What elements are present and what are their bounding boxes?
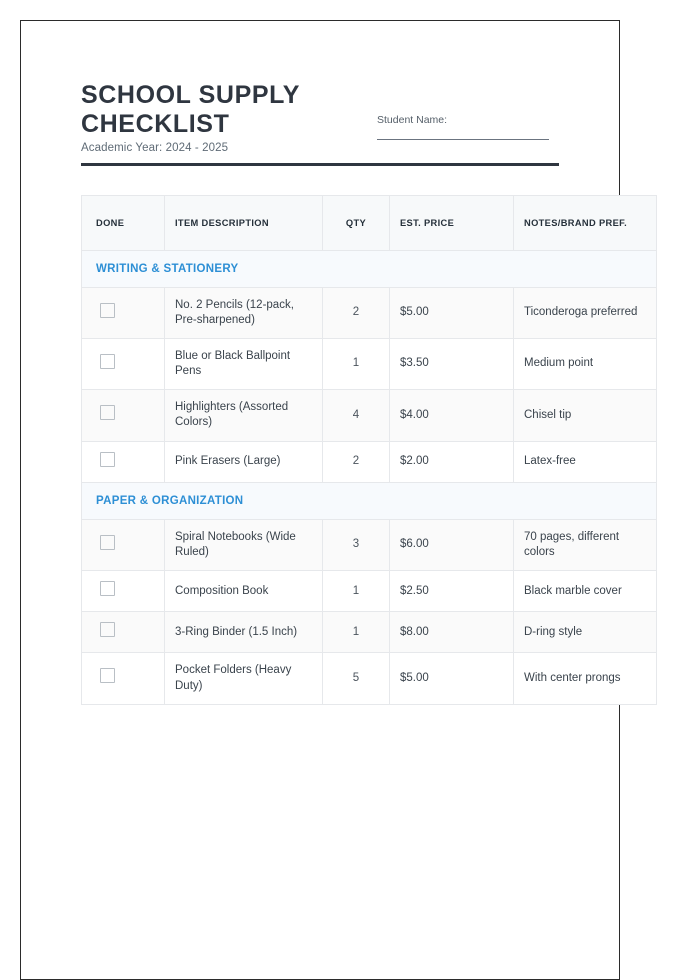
- table-row: [82, 338, 657, 389]
- estimated-price-cell: $2.00: [390, 441, 514, 482]
- column-header-item: ITEM DESCRIPTION: [165, 195, 323, 250]
- item-description-cell: Pocket Folders (Heavy Duty): [165, 653, 323, 704]
- quantity-cell: 4: [323, 390, 390, 441]
- notes-cell: Latex-free: [514, 441, 657, 482]
- quantity-cell: 3: [323, 519, 390, 570]
- item-description-cell: Spiral Notebooks (Wide Ruled): [165, 519, 323, 570]
- table-body: [82, 250, 657, 704]
- item-description-cell: Blue or Black Ballpoint Pens: [165, 338, 323, 389]
- done-cell: [82, 441, 165, 482]
- student-name-field-group: [377, 114, 549, 140]
- student-name-input[interactable]: [377, 138, 549, 140]
- column-header-price: EST. PRICE: [390, 195, 514, 250]
- table-row: [82, 519, 657, 570]
- checkbox-icon[interactable]: [100, 581, 115, 596]
- table-row: [82, 287, 657, 338]
- done-cell: [82, 287, 165, 338]
- notes-cell: Ticonderoga preferred: [514, 287, 657, 338]
- estimated-price-cell: $2.50: [390, 571, 514, 612]
- notes-cell: 70 pages, different colors: [514, 519, 657, 570]
- column-header-done: DONE: [82, 195, 165, 250]
- table-row: [82, 571, 657, 612]
- table-header: [82, 195, 657, 250]
- table-row: [82, 653, 657, 704]
- checkbox-icon[interactable]: [100, 405, 115, 420]
- done-cell: [82, 612, 165, 653]
- done-cell: [82, 390, 165, 441]
- quantity-cell: 1: [323, 612, 390, 653]
- checkbox-icon[interactable]: [100, 354, 115, 369]
- page-title: SCHOOL SUPPLY CHECKLIST: [81, 81, 300, 138]
- estimated-price-cell: $5.00: [390, 653, 514, 704]
- item-description-cell: Composition Book: [165, 571, 323, 612]
- student-name-label: Student Name:: [377, 113, 448, 126]
- done-cell: [82, 653, 165, 704]
- notes-cell: With center prongs: [514, 653, 657, 704]
- table-row: [82, 441, 657, 482]
- checkbox-icon[interactable]: [100, 622, 115, 637]
- notes-cell: Black marble cover: [514, 571, 657, 612]
- title-block: [81, 81, 321, 154]
- table-header-row: [82, 195, 657, 250]
- checkbox-icon[interactable]: [100, 535, 115, 550]
- section-header-label: PAPER & ORGANIZATION: [82, 482, 657, 519]
- notes-cell: Chisel tip: [514, 390, 657, 441]
- section-header-row: [82, 482, 657, 519]
- quantity-cell: 2: [323, 287, 390, 338]
- checkbox-icon[interactable]: [100, 303, 115, 318]
- checkbox-icon[interactable]: [100, 452, 115, 467]
- done-cell: [82, 338, 165, 389]
- estimated-price-cell: $5.00: [390, 287, 514, 338]
- done-cell: [82, 571, 165, 612]
- quantity-cell: 2: [323, 441, 390, 482]
- section-header-label: WRITING & STATIONERY: [82, 250, 657, 287]
- table-row: [82, 390, 657, 441]
- document-page: [20, 20, 638, 980]
- table-row: [82, 612, 657, 653]
- item-description-cell: No. 2 Pencils (12-pack, Pre-sharpened): [165, 287, 323, 338]
- item-description-cell: Highlighters (Assorted Colors): [165, 390, 323, 441]
- page-content: [21, 21, 638, 705]
- notes-cell: D-ring style: [514, 612, 657, 653]
- estimated-price-cell: $8.00: [390, 612, 514, 653]
- column-header-qty: QTY: [323, 195, 390, 250]
- item-description-cell: Pink Erasers (Large): [165, 441, 323, 482]
- academic-year-subtitle: Academic Year: 2024 - 2025: [81, 141, 229, 154]
- quantity-cell: 5: [323, 653, 390, 704]
- quantity-cell: 1: [323, 571, 390, 612]
- estimated-price-cell: $3.50: [390, 338, 514, 389]
- estimated-price-cell: $6.00: [390, 519, 514, 570]
- checkbox-icon[interactable]: [100, 668, 115, 683]
- done-cell: [82, 519, 165, 570]
- estimated-price-cell: $4.00: [390, 390, 514, 441]
- quantity-cell: 1: [323, 338, 390, 389]
- section-header-row: [82, 250, 657, 287]
- notes-cell: Medium point: [514, 338, 657, 389]
- column-header-notes: NOTES/BRAND PREF.: [514, 195, 657, 250]
- header-divider: [81, 163, 559, 166]
- document-header: [81, 81, 579, 154]
- item-description-cell: 3-Ring Binder (1.5 Inch): [165, 612, 323, 653]
- supply-checklist-table: [81, 195, 657, 705]
